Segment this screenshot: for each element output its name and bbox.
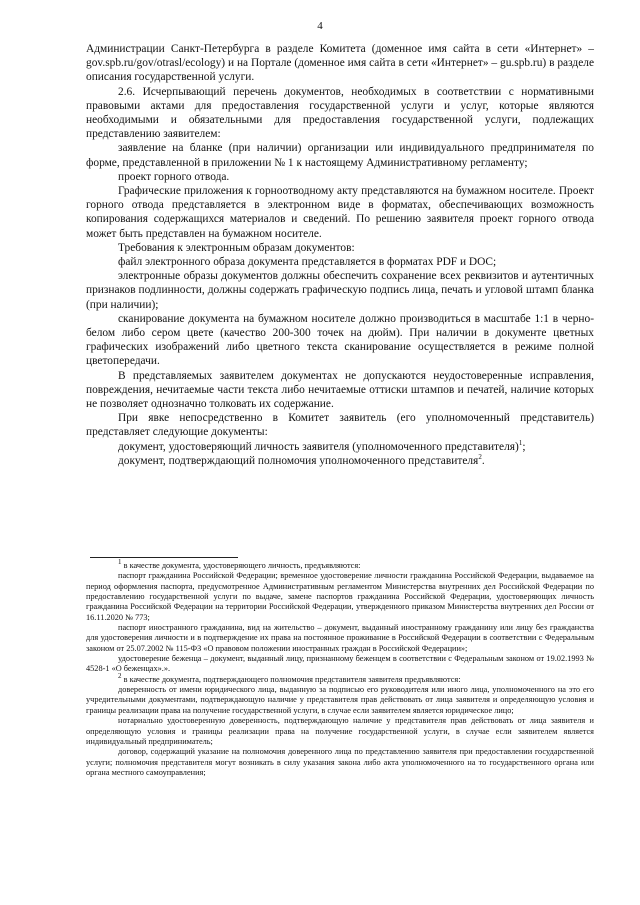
footnote-ref: 2 <box>478 453 482 462</box>
footnote: $^2$ в качестве документа, подтверждающего полномочия представителя заявителя предъявляются: <box>118 672 461 684</box>
footnote: доверенность от имени юридического лица, выданную за подписью его руководителя или иного лица, уполномоченного на это его учредительными документами, подтверждающую наличие у представителя прав действовать от лица заявителя и определяющую условия и границы реализации права на получение государственной услуги, в случае если заявителем является юридическое лицо; <box>86 685 594 715</box>
paragraph: Требования к электронным образам документов: <box>118 241 355 254</box>
paragraph: Графические приложения к горноотводному акту представляются на бумажном носителе. Проект горного отвода представляется в электронном виде в форматах, обеспечивающих возможность копирования содержащихся материалов и сведений. По решению заявителя проект горного отвода может быть представлен на бумажном носителе. <box>86 185 594 240</box>
footnote: $^1$ в качестве документа, удостоверяющего личность, предъявляются: <box>118 558 361 570</box>
paragraph: При явке непосредственно в Комитет заявитель (его уполномоченный представитель) представляет следующие документы: <box>86 412 594 439</box>
footnote: паспорт гражданина Российской Федерации; временное удостоверение личности гражданина Российской Федерации, выдаваемое на период оформления паспорта, предусмотренное Административным регламентом Министерства внутренних дел Российской Федерации по предоставлению государственной услуги по выдаче, замене паспортов гражданина Российской Федерации, удостоверяющих личность гражданина Российской Федерации на территории Российской Федерации, утвержденного приказом Министерства внутренних дел России от 16.11.2020 № 773; <box>86 571 594 622</box>
paragraph: электронные образы документов должны обеспечить сохранение всех реквизитов и аутентичных признаков подлинности, должны содержать графическую подпись лица, печать и угловой штамп бланка (при наличии); <box>86 270 594 311</box>
page-number: 4 <box>317 20 323 32</box>
footnote: нотариально удостоверенную доверенность, подтверждающую наличие у представителя прав действовать от лица заявителя и определяющую условия и границы реализации права на получение государственной услуги, в случае если заявителем является индивидуальный предприниматель; <box>86 716 594 746</box>
paragraph: заявление на бланке (при наличии) организации или индивидуального предпринимателя по форме, представленной в приложении № 1 к настоящему Административному регламенту; <box>86 142 594 169</box>
paragraph: 2.6. Исчерпывающий перечень документов, необходимых в соответствии с нормативными правовыми актами для предоставления государственной услуги и услуг, которые являются необходимыми и обязательными для предоставления государственной услуги, подлежащих представлению заявителем: <box>86 85 594 141</box>
footnote-ref: 1 <box>518 438 523 447</box>
paragraph: документ, удостоверяющий личность заявителя (уполномоченного представителя)$^1$; <box>118 438 526 453</box>
paragraph: документ, подтверждающий полномочия уполномоченного представителя$^2$. <box>118 453 485 467</box>
main-text <box>86 42 594 468</box>
footnote-marker: 2 <box>118 672 122 681</box>
paragraph: сканирование документа на бумажном носителе должно производиться в масштабе 1:1 в черно-белом либо сером цвете (качество 200-300 точек на дюйм). При наличии в документе цветных графических изображений либо цветного текста сканирование осуществляется в режиме полной цветопередачи. <box>86 312 594 368</box>
footnote: договор, содержащий указание на полномочия доверенного лица по представлению заявителя при предоставлении государственной услуги; полномочия представителя могут возникать в силу указания закона либо акта уполномоченного на то государственного органа или органа местного самоуправления; <box>86 747 594 777</box>
paragraph: В представляемых заявителем документах не допускаются неудостоверенные исправления, повреждения, нечитаемые части текста либо нечитаемые оттиски штампов и печатей, наличие которых не позволяет однозначно толковать их содержание. <box>86 369 594 411</box>
footnote-marker: 1 <box>118 558 122 567</box>
footnote-separator <box>90 557 238 558</box>
paragraph: Администрации Санкт-Петербурга в разделе Комитета (доменное имя сайта в сети «Интернет» – gov.spb.ru/gov/otrasl/ecology) и на Портале (доменное имя сайта в сети «Интернет» – gu.spb.ru) в разделе описания государственной услуги. <box>86 43 594 84</box>
footnote: паспорт иностранного гражданина, вид на жительство – документ, выданный иностранному гражданину или лицу без гражданства для удостоверения личности и в подтверждение их права на постоянное проживание в Российской Федерации в соответствии с Федеральным законом от 25.07.2002 № 115-ФЗ «О правовом положении иностранных граждан в Российской Федерации»; <box>86 623 594 653</box>
paragraph: файл электронного образа документа представляется в форматах PDF и DOC; <box>118 256 497 269</box>
paragraph: проект горного отвода. <box>118 170 230 183</box>
footnotes <box>86 558 594 778</box>
footnote: удостоверение беженца – документ, выданный лицу, признанному беженцем в соответствии с Федеральным законом от 19.02.1993 № 4528-1 «О беженцах».». <box>86 654 594 674</box>
